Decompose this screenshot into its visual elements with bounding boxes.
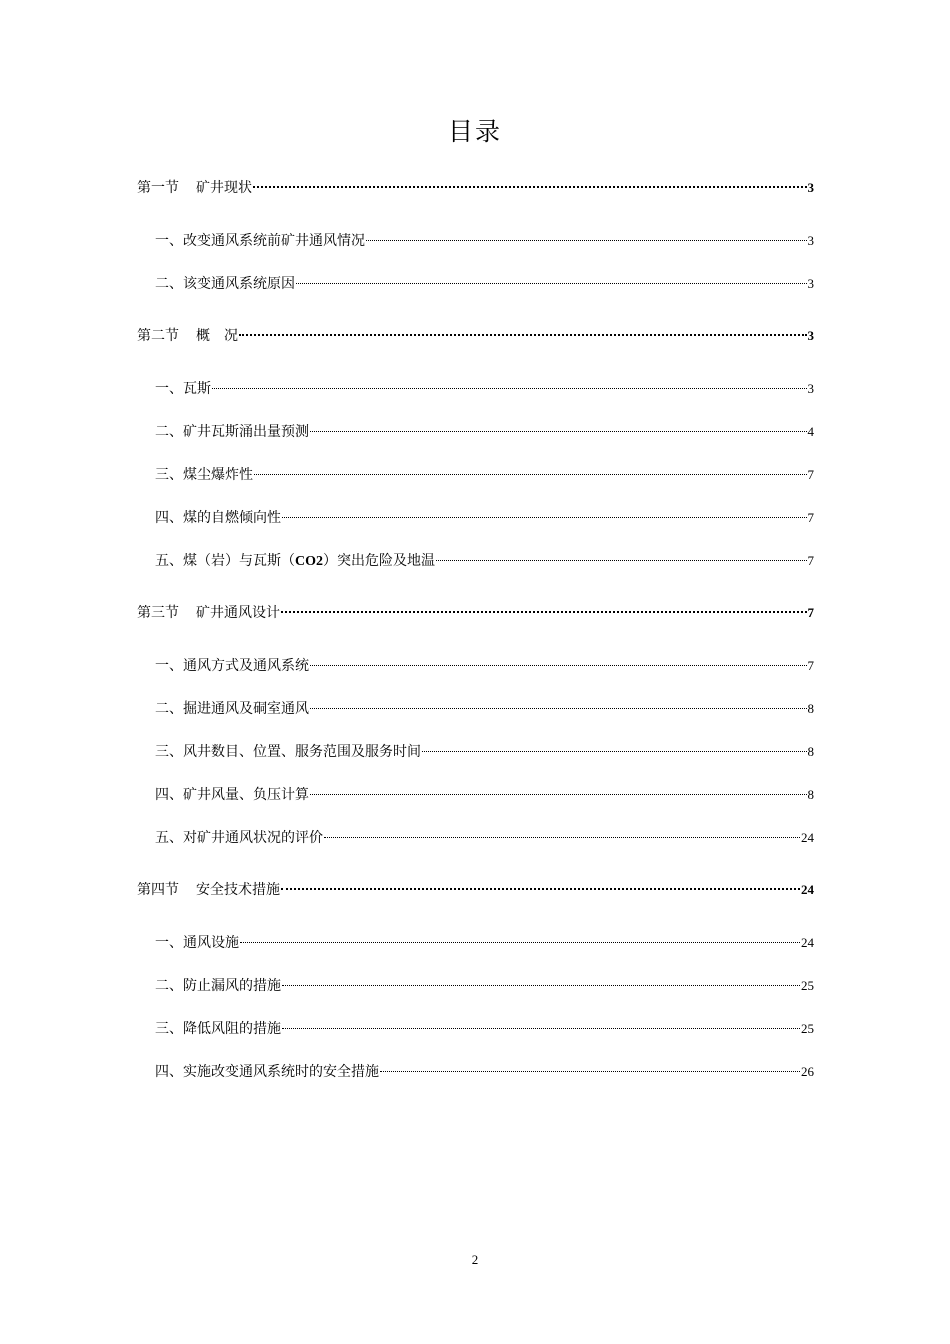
toc-item-3-3[interactable] — [155, 742, 814, 762]
dot-leader — [281, 888, 800, 890]
toc-label: 一、通风设施 — [155, 935, 239, 951]
toc-label: 四、矿井风量、负压计算 — [155, 787, 309, 803]
toc-section-4[interactable] — [137, 880, 814, 900]
toc-label: 第四节 安全技术措施 — [137, 882, 280, 898]
toc-item-3-1[interactable] — [155, 656, 814, 676]
toc-item-3-5[interactable] — [155, 828, 814, 848]
dot-leader — [436, 560, 807, 561]
toc-item-2-2[interactable] — [155, 422, 814, 442]
dot-leader — [380, 1071, 800, 1072]
dot-leader — [324, 837, 800, 838]
toc-label: 二、防止漏风的措施 — [155, 978, 281, 994]
toc-page-number: 8 — [807, 787, 814, 802]
toc-label: 四、实施改变通风系统时的安全措施 — [155, 1064, 379, 1080]
toc-item-4-2[interactable] — [155, 976, 814, 996]
toc-section-2[interactable] — [137, 326, 814, 346]
dot-leader — [422, 751, 807, 752]
toc-label: 二、该变通风系统原因 — [155, 276, 295, 292]
dot-leader — [310, 665, 807, 666]
toc-item-4-4[interactable] — [155, 1062, 814, 1082]
toc-page-number: 8 — [807, 701, 814, 716]
toc-page-number: 24 — [801, 935, 814, 950]
toc-label: 二、掘进通风及硐室通风 — [155, 701, 309, 717]
dot-leader — [296, 283, 807, 284]
toc-page-number: 7 — [807, 467, 814, 482]
toc-page-number: 7 — [807, 658, 814, 673]
toc-page-number: 24 — [801, 882, 814, 897]
toc-page-number: 7 — [807, 553, 814, 568]
toc-page-number: 4 — [807, 424, 814, 439]
dot-leader — [282, 1028, 800, 1029]
toc-item-3-2[interactable] — [155, 699, 814, 719]
dot-leader — [239, 334, 807, 336]
toc-label: 一、瓦斯 — [155, 381, 211, 397]
dot-leader — [310, 431, 807, 432]
toc-item-2-3[interactable] — [155, 465, 814, 485]
toc-page-number: 8 — [807, 744, 814, 759]
dot-leader — [310, 794, 807, 795]
toc-page-number: 7 — [807, 510, 814, 525]
toc-page-number: 25 — [801, 978, 814, 993]
toc-label: 第三节 矿井通风设计 — [137, 605, 280, 621]
toc-item-2-5[interactable] — [155, 551, 814, 571]
toc-page-number: 3 — [807, 328, 814, 343]
dot-leader — [282, 517, 807, 518]
toc-label: 三、风井数目、位置、服务范围及服务时间 — [155, 744, 421, 760]
toc-page-number: 7 — [807, 605, 814, 620]
toc-page-number: 26 — [801, 1064, 814, 1079]
toc-item-4-3[interactable] — [155, 1019, 814, 1039]
toc-page-number: 24 — [801, 830, 814, 845]
toc-page-number: 3 — [807, 233, 814, 248]
dot-leader — [254, 474, 807, 475]
toc-page-number: 3 — [807, 276, 814, 291]
toc-page-number: 25 — [801, 1021, 814, 1036]
toc-item-2-4[interactable] — [155, 508, 814, 528]
dot-leader — [240, 942, 800, 943]
toc-label: 三、降低风阻的措施 — [155, 1021, 281, 1037]
dot-leader — [310, 708, 807, 709]
dot-leader — [282, 985, 800, 986]
toc-label: 一、通风方式及通风系统 — [155, 658, 309, 674]
dot-leader — [366, 240, 807, 241]
toc-label: 四、煤的自燃倾向性 — [155, 510, 281, 526]
toc-item-3-4[interactable] — [155, 785, 814, 805]
dot-leader — [281, 611, 807, 613]
toc-item-2-1[interactable] — [155, 379, 814, 399]
toc-label: 一、改变通风系统前矿井通风情况 — [155, 233, 365, 249]
toc-item-4-1[interactable] — [155, 933, 814, 953]
toc-page-number: 3 — [807, 381, 814, 396]
toc-section-3[interactable] — [137, 603, 814, 623]
page-title: 目录 — [447, 117, 502, 146]
toc-item-1-1[interactable] — [155, 231, 814, 251]
dot-leader — [212, 388, 807, 389]
toc-label: 三、煤尘爆炸性 — [155, 467, 253, 483]
toc-label: 二、矿井瓦斯涌出量预测 — [155, 424, 309, 440]
footer-page-number: 2 — [471, 1252, 479, 1267]
toc-label: 五、煤（岩）与瓦斯（CO2）突出危险及地温 — [155, 553, 435, 569]
toc-label: 五、对矿井通风状况的评价 — [155, 830, 323, 846]
toc-section-1[interactable] — [137, 178, 814, 198]
toc-page-number: 3 — [807, 180, 814, 195]
dot-leader — [253, 186, 807, 188]
toc-label: 第二节 概 况 — [137, 328, 238, 344]
toc-label: 第一节 矿井现状 — [137, 180, 252, 196]
toc-item-1-2[interactable] — [155, 274, 814, 294]
